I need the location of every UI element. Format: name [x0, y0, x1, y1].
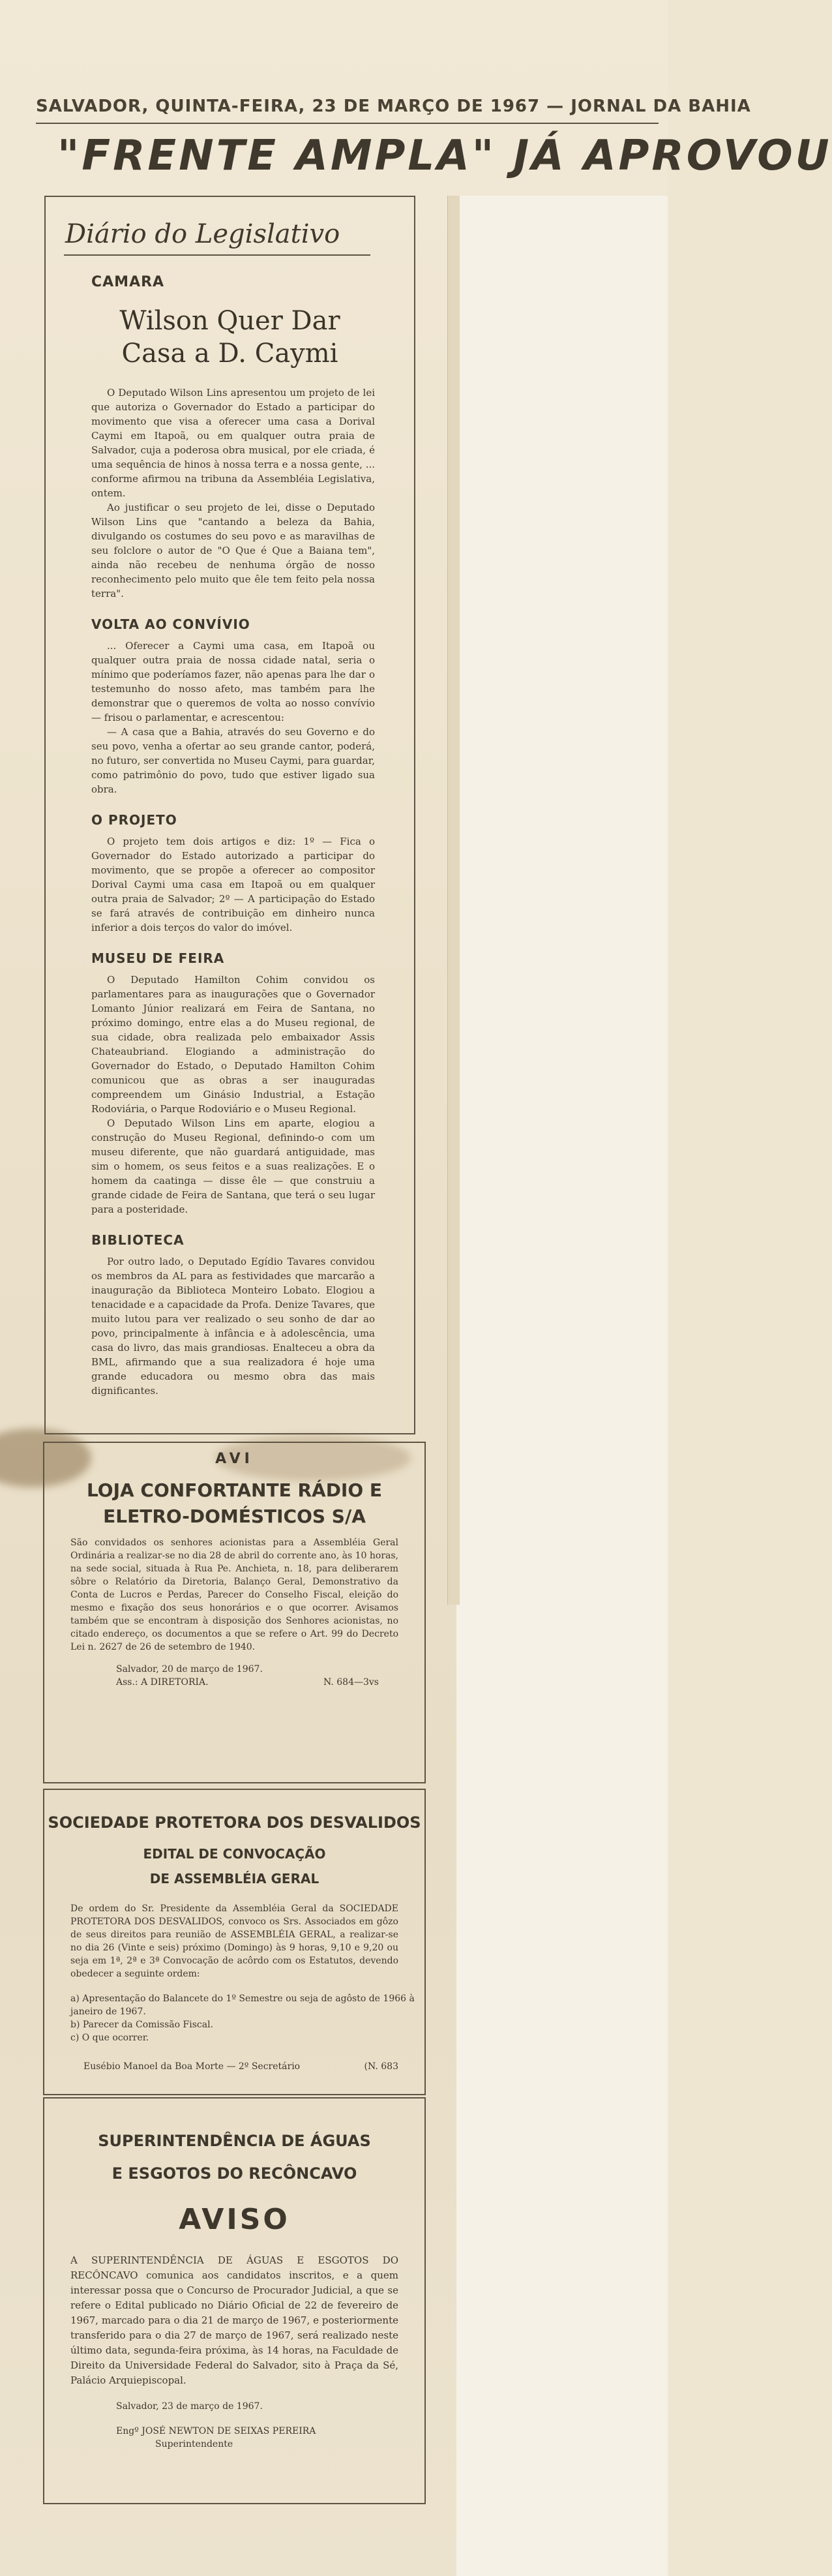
ad2-assembleia: DE ASSEMBLÉIA GERAL — [149, 1871, 319, 1887]
ad2-items — [70, 1992, 424, 2044]
ad1-date: Salvador, 20 de março de 1967. — [116, 1664, 263, 1674]
biblioteca-body — [46, 1254, 414, 1398]
ad3-title — [44, 2125, 424, 2190]
ad3-sign: Engº JOSÉ NEWTON DE SEIXAS PEREIRA — [116, 2426, 316, 2436]
ad2-item: a) Apresentação do Balancete do 1º Semestre ou seja de agôsto de 1966 à janeiro de 1967. — [70, 1993, 415, 2017]
ad-loja — [43, 1442, 426, 1783]
title-rule — [64, 254, 370, 256]
ad2-ref: (N. 683 — [364, 2061, 398, 2072]
ad3-date: Salvador, 23 de março de 1967. — [116, 2401, 263, 2412]
ad1-title-line-1: LOJA CONFORTANTE RÁDIO E — [86, 1479, 383, 1501]
ad3-aviso: AVISO — [179, 2203, 290, 2236]
newspaper-header: SALVADOR, QUINTA-FEIRA, 23 DE MARÇO DE 1967 — JORNAL DA BAHIA — [36, 97, 751, 116]
ad3-title-line-2: E ESGOTOS DO RECÔNCAVO — [111, 2164, 357, 2183]
paragraph: O Deputado Wilson Lins em aparte, elogiou a construção do Museu Regional, definindo-o com um museu diferente, que não guardará antiguidade, mas sim o homem, os seus feitos e a suas realizações. E o homem da caatinga — disse êle — que construiu a grande cidade de Feira de Santana, que terá o seu lugar para a posteridade. — [91, 1117, 375, 1215]
subhead-museu: MUSEU DE FEIRA — [91, 950, 225, 966]
museu-body — [46, 973, 414, 1217]
ad-superintendencia — [43, 2097, 426, 2504]
paragraph: O Deputado Wilson Lins apresentou um projeto de lei que autoriza o Governador do Estado a participar do movimento que visa a oferecer uma casa a Dorival Caymi em Itapoã, ou em qualquer outra praia de Salvador, cuja a poderosa obra musical, por ele criada, é uma sequência de hinos à nossa terra e a nossa gente, ... conforme afirmou na tribuna da Assembléia Legislativa, ontem. — [91, 387, 375, 499]
ad-sociedade — [43, 1789, 426, 2095]
article-title — [46, 305, 414, 370]
ad2-body: De ordem do Sr. Presidente da Assembléia Geral da SOCIEDADE PROTETORA DOS DESVALIDOS, convoco os Srs. Associados em gôzo de seus direitos para reunião de ASSEMBLÉIA GERAL, a realizar-se no dia 26 (Vinte e seis) próximo (Domingo) às 9 horas, 9,10 e 9,20 ou seja em 1ª, 2ª e 3ª Convocação de acôrdo com os Estatutos, devendo obedecer a seguinte ordem: — [70, 1903, 398, 1979]
front-headline: "FRENTE AMPLA" JÁ APROVOU — [57, 132, 832, 180]
ad3-body: A SUPERINTENDÊNCIA DE ÁGUAS E ESGOTOS DO RECÔNCAVO comunica aos candidatos inscritos, e a quem interessar possa que o Concurso de Procurador Judicial, a que se refere o Edital publicado no Diário Oficial de 22 de fevereiro de 1967, marcado para o dia 21 de março de 1967, e posteriormente transferido para o dia 27 de março de 1967, será realizado neste último data, segunda-feira próxima, às 14 horas, na Faculdade de Direito da Universidade Federal do Salvador, sito à Praça da Sé, Palácio Arquiepiscopal. — [70, 2254, 398, 2386]
ad1-avi: AVI — [215, 1451, 254, 1467]
projeto-body — [46, 834, 414, 935]
diario-title: Diário do Legislativo — [65, 219, 340, 249]
ad2-sign: Eusébio Manoel da Boa Morte — 2º Secretário — [83, 2061, 301, 2072]
subhead-projeto: O PROJETO — [91, 812, 177, 828]
ad3-title-line-1: SUPERINTENDÊNCIA DE ÁGUAS — [98, 2132, 371, 2150]
ad2-title: SOCIEDADE PROTETORA DOS DESVALIDOS — [48, 1813, 421, 1832]
paragraph: O Deputado Hamilton Cohim convidou os parlamentares para as inaugurações que o Governador Lomanto Júnior realizará em Feira de Santana, no próximo domingo, entre elas a do Museu regional, de sua cidade, obra realizada pelo embaixador Assis Chateaubriand. Elogiando a administração do Governador do Estado, o Deputado Hamilton Cohim comunicou que as obras a ser inauguradas compreendem um Ginásio Industrial, a Estação Rodoviária, o Parque Rodoviário e o Museu Regional. — [91, 974, 375, 1115]
torn-right-area — [456, 196, 668, 2576]
article-title-line-2: Casa a D. Caymi — [121, 339, 338, 369]
paragraph: Ao justificar o seu projeto de lei, disse o Deputado Wilson Lins que "cantando a beleza da Bahia, divulgando os costumes do seu povo e as maravilhas de seu folclore o autor de "O Que é Que a Baiana tem", ainda não recebeu de nenhuma órgão de nosso reconhecimento pelo muito que êle tem feito pela nossa terra". — [91, 502, 375, 599]
ad2-item: c) O que ocorrer. — [70, 2033, 149, 2043]
subhead-volta: VOLTA AO CONVÍVIO — [91, 616, 250, 632]
paragraph: ... Oferecer a Caymi uma casa, em Itapoã ou qualquer outra praia de nossa cidade natal, seria o mínimo que poderíamos fazer, não apenas para lhe dar o testemunho do nosso afeto, mas também para lhe demonstrar que o queremos de volta ao nosso convívio — frisou o parlamentar, e acrescentou: — [91, 640, 375, 723]
header-rule — [36, 123, 659, 124]
ad2-item: b) Parecer da Comissão Fiscal. — [70, 2020, 213, 2030]
ad2-edital: EDITAL DE CONVOCAÇÃO — [143, 1846, 326, 1862]
article-body — [46, 386, 414, 601]
paragraph: — A casa que a Bahia, através do seu Governo e do seu povo, venha a ofertar ao seu grande cantor, poderá, no futuro, ser convertida no Museu Caymi, para guardar, como patrimônio do povo, tudo que estiver ligado sua obra. — [91, 726, 375, 795]
clipping-edge — [447, 196, 460, 1605]
ad3-role: Superintendente — [155, 2439, 233, 2449]
diario-box — [44, 196, 415, 1434]
ad1-ref: N. 684—3vs — [323, 1677, 379, 1688]
subhead-biblioteca: BIBLIOTECA — [91, 1232, 185, 1248]
paragraph: O projeto tem dois artigos e diz: 1º — Fica o Governador do Estado autorizado a participar do movimento, que se propõe a oferecer ao compositor Dorival Caymi uma casa em Itapoã ou em qualquer outra praia de Salvador; 2º — A participação do Estado se fará através de contribuição em dinheiro nunca inferior a dois terços do valor do imóvel. — [91, 836, 375, 933]
volta-body — [46, 639, 414, 796]
ad1-sign: Ass.: A DIRETORIA. — [116, 1677, 209, 1688]
ad1-title — [44, 1477, 424, 1530]
section-camara: CAMARA — [91, 274, 165, 290]
ad1-title-line-2: ELETRO-DOMÉSTICOS S/A — [103, 1506, 366, 1527]
paragraph: Por outro lado, o Deputado Egídio Tavares convidou os membros da AL para as festividades que marcarão a inauguração da Biblioteca Monteiro Lobato. Elogiou a tenacidade e a capacidade da Profa. Denize Tavares, que muito lutou para ver realizado o seu sonho de dar ao povo, principalmente à infância e à adolescência, uma casa do livro, das mais grandiosas. Enalteceu a obra da BML, afirmando que a sua realizadora é hoje uma grande educadora ou mesmo obra das mais dignificantes. — [91, 1256, 375, 1397]
article-title-line-1: Wilson Quer Dar — [119, 306, 340, 336]
ad1-body: São convidados os senhores acionistas para a Assembléia Geral Ordinária a realizar-se no dia 28 de abril do corrente ano, às 10 horas, na sede social, situada à Rua Pe. Anchieta, n. 18, para deliberarem sôbre o Relatório da Diretoria, Balanço Geral, Demonstrativo da Conta de Lucros e Perdas, Parecer do Conselho Fiscal, eleição do mesmo e fixação dos seus honorários e o que ocorrer. Avisamos também que se encontram à disposição dos Senhores acionistas, no citado endereço, os documentos a que se refere o Art. 99 do Decreto Lei n. 2627 de 26 de setembro de 1940. — [70, 1538, 398, 1652]
